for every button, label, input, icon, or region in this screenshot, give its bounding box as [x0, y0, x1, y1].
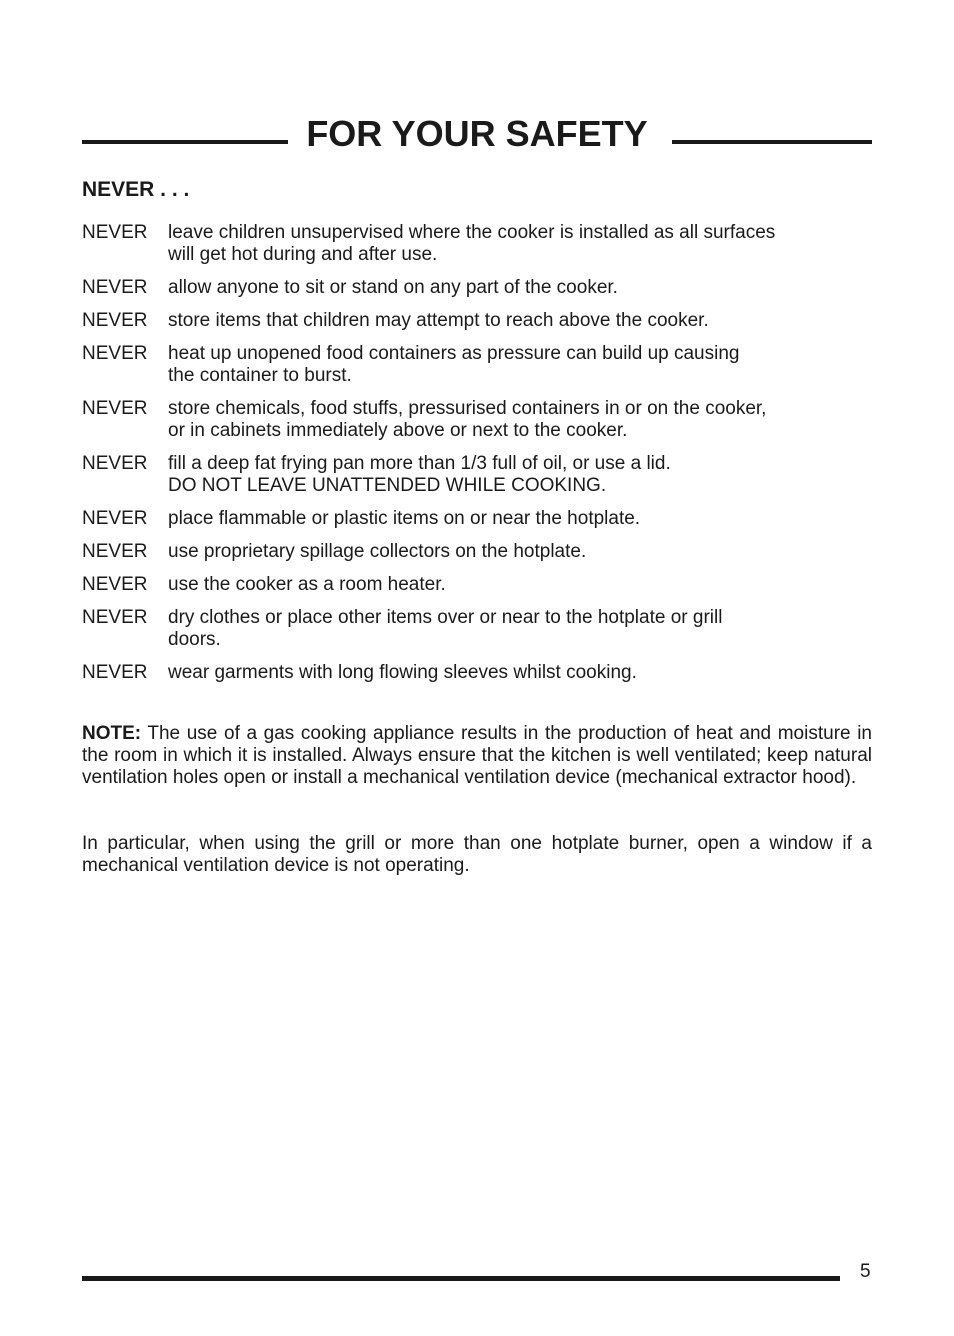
page-title: FOR YOUR SAFETY [306, 113, 648, 154]
list-item [82, 398, 842, 442]
list-item-text [168, 662, 842, 684]
list-item [82, 508, 842, 530]
list-item [82, 222, 842, 266]
list-item-key: NEVER [82, 310, 148, 331]
list-item-line: heat up unopened food containers as pressure can build up causing [168, 343, 740, 364]
list-item [82, 574, 842, 596]
list-item-key: NEVER [82, 574, 148, 595]
list-item-line: leave children unsupervised where the cooker is installed as all surfaces [168, 222, 776, 243]
footer-rule [82, 1276, 840, 1281]
note-label: NOTE: [82, 723, 142, 744]
list-item-line: DO NOT LEAVE UNATTENDED WHILE COOKING. [168, 475, 607, 496]
list-item-line: use the cooker as a room heater. [168, 574, 446, 595]
never-list [82, 222, 842, 695]
list-item-line: doors. [168, 629, 221, 650]
list-item-text [168, 343, 842, 387]
list-item-line: store chemicals, food stuffs, pressurised containers in or on the cooker, [168, 398, 767, 419]
list-item-key: NEVER [82, 662, 148, 683]
title-row [82, 110, 872, 158]
list-item-text [168, 277, 842, 299]
list-item-key: NEVER [82, 398, 148, 419]
list-item [82, 310, 842, 332]
list-item-text [168, 310, 842, 332]
page-number: 5 [860, 1261, 871, 1282]
list-item-line: dry clothes or place other items over or near to the hotplate or grill [168, 607, 723, 628]
list-item-text [168, 453, 842, 497]
list-item-key: NEVER [82, 607, 148, 628]
list-item-line: or in cabinets immediately above or next to the cooker. [168, 420, 628, 441]
list-item-text [168, 541, 842, 563]
list-item [82, 453, 842, 497]
section-subheading: NEVER . . . [82, 178, 190, 201]
list-item [82, 607, 842, 651]
list-item-line: use proprietary spillage collectors on the hotplate. [168, 541, 587, 562]
list-item-key: NEVER [82, 277, 148, 298]
list-item-text [168, 574, 842, 596]
list-item-line: allow anyone to sit or stand on any part of the cooker. [168, 277, 618, 298]
note-text: The use of a gas cooking appliance results in the production of heat and moisture in the room in which it is installed. Always ensure that the kitchen is well ventilated; keep natural ventilation holes open or install a mechanical ventilation device (mechanical extractor hood). [82, 723, 872, 788]
list-item-line: store items that children may attempt to reach above the cooker. [168, 310, 709, 331]
list-item-line: place flammable or plastic items on or near the hotplate. [168, 508, 641, 529]
list-item-line: will get hot during and after use. [168, 244, 438, 265]
list-item-line: fill a deep fat frying pan more than 1/3 full of oil, or use a lid. [168, 453, 671, 474]
list-item-text [168, 508, 842, 530]
list-item-key: NEVER [82, 343, 148, 364]
list-item-key: NEVER [82, 453, 148, 474]
list-item-key: NEVER [82, 222, 148, 243]
note-paragraph [82, 723, 872, 789]
list-item-text [168, 607, 842, 651]
list-item [82, 277, 842, 299]
list-item-text [168, 222, 842, 266]
list-item-key: NEVER [82, 541, 148, 562]
list-item [82, 541, 842, 563]
list-item-text [168, 398, 842, 442]
list-item-key: NEVER [82, 508, 148, 529]
list-item [82, 662, 842, 684]
title-rule-right [672, 140, 872, 144]
ventilation-paragraph: In particular, when using the grill or more than one hotplate burner, open a window if a mechanical ventilation device is not operating. [82, 833, 872, 876]
list-item-line: wear garments with long flowing sleeves whilst cooking. [168, 662, 637, 683]
list-item [82, 343, 842, 387]
list-item-line: the container to burst. [168, 365, 352, 386]
